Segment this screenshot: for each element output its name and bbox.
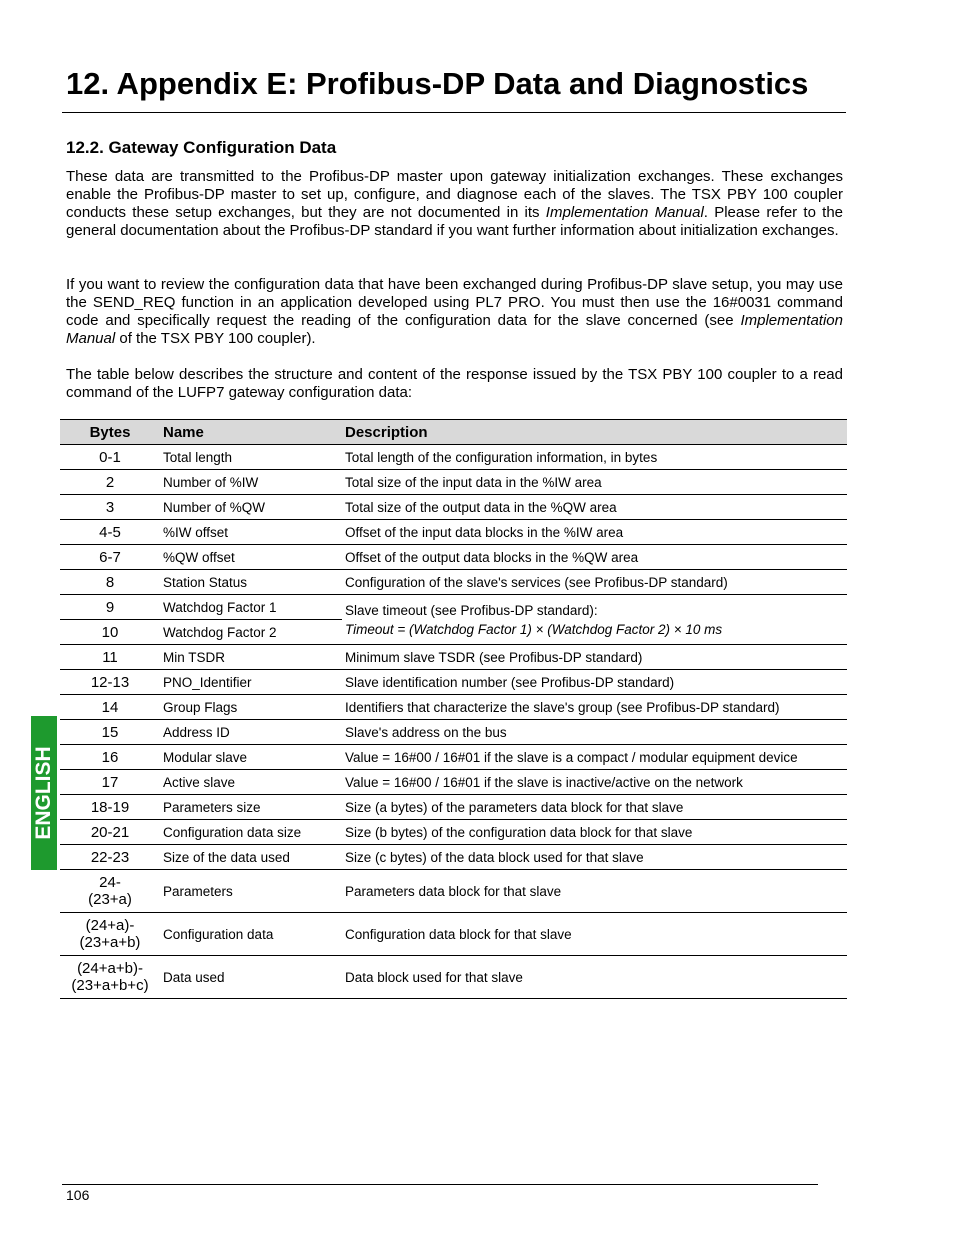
- language-tab-label: ENGLISH: [32, 746, 55, 840]
- cell-bytes: 22-23: [60, 845, 160, 870]
- review-text-cont: of the TSX PBY 100 coupler).: [115, 330, 316, 347]
- cell-bytes: 17: [60, 770, 160, 795]
- table-row: [60, 445, 847, 470]
- language-tab: [31, 716, 57, 870]
- cell-name: Data used: [160, 956, 342, 999]
- cell-name: Configuration data: [160, 913, 342, 956]
- cell-description: Size (c bytes) of the data block used for that slave: [342, 845, 847, 870]
- timeout-formula: Timeout = (Watchdog Factor 1) × (Watchdog Factor 2) × 10 ms: [345, 621, 723, 637]
- cell-description: Configuration data block for that slave: [342, 913, 847, 956]
- cell-description: Configuration of the slave's services (see Profibus-DP standard): [342, 570, 847, 595]
- table-row: [60, 595, 847, 620]
- cell-bytes: 12-13: [60, 670, 160, 695]
- cell-bytes: 2: [60, 470, 160, 495]
- cell-name: Number of %QW: [160, 495, 342, 520]
- cell-bytes: 11: [60, 645, 160, 670]
- cell-name: Watchdog Factor 2: [160, 620, 342, 645]
- cell-name: Parameters size: [160, 795, 342, 820]
- table-row: [60, 645, 847, 670]
- cell-bytes: 18-19: [60, 795, 160, 820]
- table-row: [60, 520, 847, 545]
- table-row: [60, 956, 847, 999]
- cell-name: Parameters: [160, 870, 342, 913]
- cell-name: Watchdog Factor 1: [160, 595, 342, 620]
- table-row: [60, 745, 847, 770]
- section-title: 12.2. Gateway Configuration Data: [66, 138, 337, 157]
- table-header-row: [60, 420, 847, 445]
- cell-name: Min TSDR: [160, 645, 342, 670]
- cell-description: Slave identification number (see Profibus-DP standard): [342, 670, 847, 695]
- cell-name: PNO_Identifier: [160, 670, 342, 695]
- table-row: [60, 845, 847, 870]
- table-row: [60, 820, 847, 845]
- table-row: [60, 470, 847, 495]
- cell-bytes: 6-7: [60, 545, 160, 570]
- cell-bytes: [60, 870, 160, 913]
- cell-name: Active slave: [160, 770, 342, 795]
- page-number: 106: [66, 1187, 90, 1203]
- header-description: Description: [342, 420, 847, 445]
- bytes-line-2: (23+a+b): [79, 934, 141, 951]
- cell-bytes: 20-21: [60, 820, 160, 845]
- cell-description: Data block used for that slave: [342, 956, 847, 999]
- cell-description: Slave's address on the bus: [342, 720, 847, 745]
- cell-description: Value = 16#00 / 16#01 if the slave is inactive/active on the network: [342, 770, 847, 795]
- cell-name: %IW offset: [160, 520, 342, 545]
- cell-bytes: 15: [60, 720, 160, 745]
- review-text: If you want to review the configuration data that have been exchanged during Profibus-DP slave setup, you may use the SEND_REQ function in an application developed using PL7 PRO. You must then use the 16#0031 command code and specifically request the reading of the configuration data for the slave concerned (see: [66, 276, 843, 329]
- cell-name: Number of %IW: [160, 470, 342, 495]
- review-paragraph: [66, 276, 843, 348]
- cell-name: Total length: [160, 445, 342, 470]
- cell-description-timeout: [342, 595, 847, 645]
- cell-name: %QW offset: [160, 545, 342, 570]
- cell-name: Size of the data used: [160, 845, 342, 870]
- cell-description: Identifiers that characterize the slave's group (see Profibus-DP standard): [342, 695, 847, 720]
- header-name: Name: [160, 420, 342, 445]
- table-row: [60, 913, 847, 956]
- cell-bytes: 14: [60, 695, 160, 720]
- table-row: [60, 770, 847, 795]
- cell-bytes: 0-1: [60, 445, 160, 470]
- cell-bytes: 16: [60, 745, 160, 770]
- table-row: [60, 545, 847, 570]
- cell-description: Minimum slave TSDR (see Profibus-DP standard): [342, 645, 847, 670]
- cell-bytes: 8: [60, 570, 160, 595]
- cell-description: Size (a bytes) of the parameters data block for that slave: [342, 795, 847, 820]
- cell-description: Offset of the output data blocks in the %QW area: [342, 545, 847, 570]
- cell-name: Group Flags: [160, 695, 342, 720]
- cell-description: Size (b bytes) of the configuration data block for that slave: [342, 820, 847, 845]
- table-intro-paragraph: The table below describes the structure and content of the response issued by the TSX PBY 100 coupler to a read command of the LUFP7 gateway configuration data:: [66, 366, 843, 401]
- cell-name: Address ID: [160, 720, 342, 745]
- cell-name: Station Status: [160, 570, 342, 595]
- cell-description: Value = 16#00 / 16#01 if the slave is a compact / modular equipment device: [342, 745, 847, 770]
- table-row: [60, 720, 847, 745]
- footer-divider: [62, 1184, 818, 1185]
- cell-description: Total length of the configuration information, in bytes: [342, 445, 847, 470]
- cell-description: Total size of the input data in the %IW area: [342, 470, 847, 495]
- bytes-line-1: 24-: [99, 874, 121, 891]
- bytes-line-1: (24+a+b)-: [77, 960, 143, 977]
- cell-bytes: 3: [60, 495, 160, 520]
- cell-description: Offset of the input data blocks in the %IW area: [342, 520, 847, 545]
- table-row: [60, 870, 847, 913]
- config-data-table: [60, 419, 847, 999]
- cell-name: Configuration data size: [160, 820, 342, 845]
- intro-text: These data are transmitted to the Profibus-DP master upon gateway initialization exchanges. These exchanges enable the Profibus-DP master to set up, configure, and diagnose each of the slaves. The TSX PBY 100 coupler conducts these setup exchanges, but they are not documented in its: [66, 168, 843, 221]
- chapter-title: 12. Appendix E: Profibus-DP Data and Diagnostics: [66, 66, 809, 101]
- bytes-line-2: (23+a+b+c): [71, 977, 149, 994]
- cell-bytes: 4-5: [60, 520, 160, 545]
- table-row: [60, 570, 847, 595]
- cell-bytes: 10: [60, 620, 160, 645]
- cell-bytes: [60, 913, 160, 956]
- timeout-text: Slave timeout (see Profibus-DP standard):: [345, 602, 598, 618]
- table-row: [60, 695, 847, 720]
- manual-reference: Implementation Manual: [545, 204, 704, 221]
- cell-bytes: [60, 956, 160, 999]
- intro-paragraph: [66, 168, 843, 240]
- header-bytes: Bytes: [60, 420, 160, 445]
- table-row: [60, 495, 847, 520]
- cell-bytes: 9: [60, 595, 160, 620]
- cell-description: Total size of the output data in the %QW area: [342, 495, 847, 520]
- title-divider: [62, 112, 846, 113]
- table-row: [60, 795, 847, 820]
- manual-reference: Implementation Manual: [66, 312, 843, 347]
- intro-text-cont: . Please refer to the general documentation about the Profibus-DP standard if you want further information about initialization exchanges.: [66, 204, 844, 239]
- table-row: [60, 670, 847, 695]
- bytes-line-2: (23+a): [88, 891, 132, 908]
- cell-name: Modular slave: [160, 745, 342, 770]
- cell-description: Parameters data block for that slave: [342, 870, 847, 913]
- bytes-line-1: (24+a)-: [85, 917, 135, 934]
